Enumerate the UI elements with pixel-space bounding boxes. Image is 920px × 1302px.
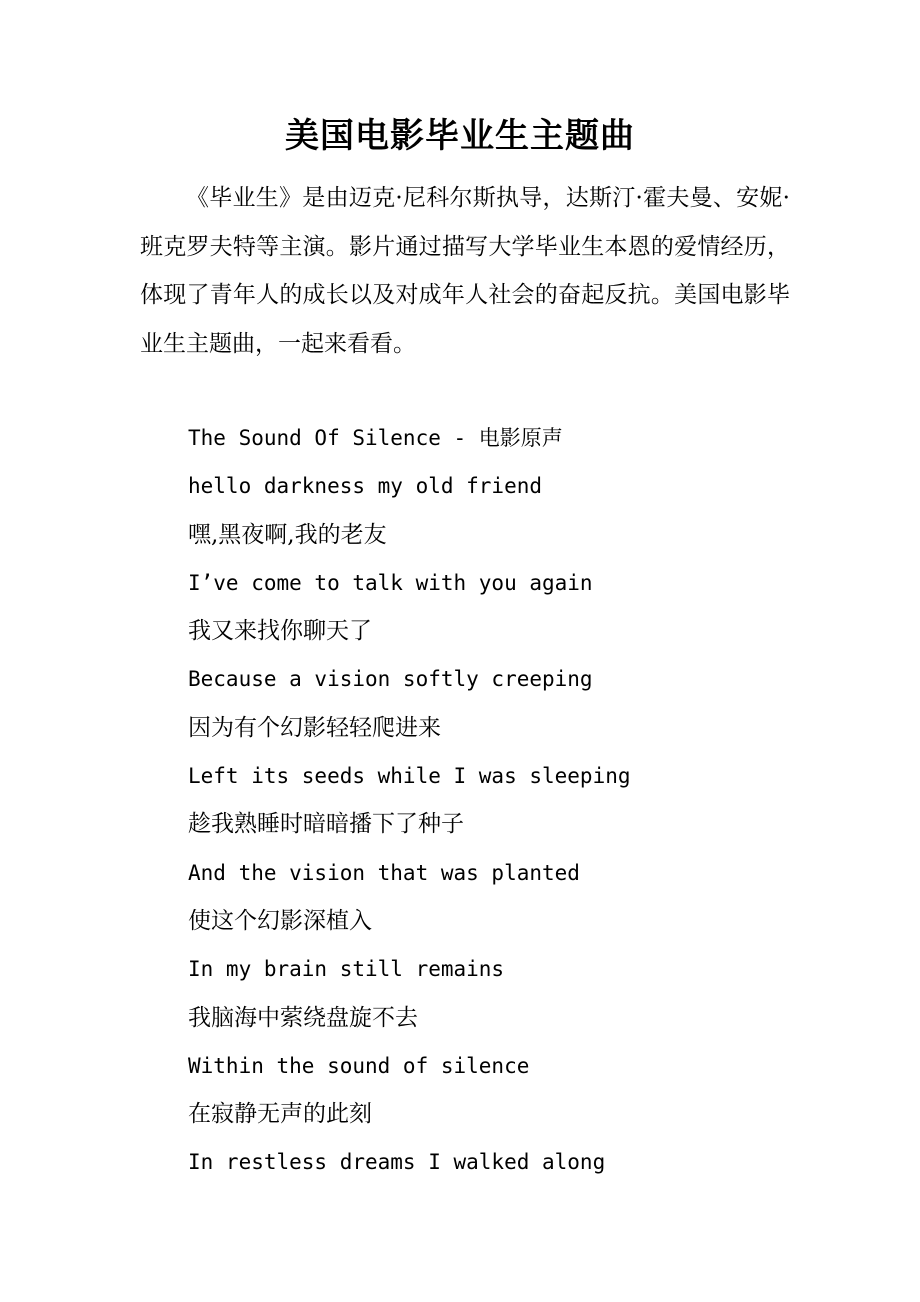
lyric-line: 在寂静无声的此刻 <box>188 1101 372 1128</box>
lyric-line: 嘿,黑夜啊,我的老友 <box>188 521 387 548</box>
lyric-line: In my brain still remains <box>188 957 505 982</box>
intro-paragraph: 《毕业生》是由迈克·尼科尔斯执导，达斯汀·霍夫曼、安妮·班克罗夫特等主演。影片通过描写大学毕业生本恩的爱情经历，体现了青年人的成长以及对成年人社会的奋起反抗。美国电影毕业生主题曲，一起来看看。 <box>140 185 790 357</box>
lyrics-list <box>188 414 828 1187</box>
lyric-line: 我又来找你聊天了 <box>188 618 372 645</box>
lyric-line: Because a vision softly creeping <box>188 667 593 692</box>
lyric-line: 因为有个幻影轻轻爬进来 <box>188 714 441 741</box>
lyric-line: 趁我熟睡时暗暗播下了种子 <box>188 811 464 838</box>
lyric-line: The Sound Of Silence - 电影原声 <box>188 426 563 450</box>
lyric-line: 我脑海中萦绕盘旋不去 <box>188 1004 418 1031</box>
lyric-line: Left its seeds while I was sleeping <box>188 764 631 789</box>
lyric-line: 使这个幻影深植入 <box>188 907 372 934</box>
lyric-line: hello darkness my old friend <box>188 474 543 499</box>
page-title: 美国电影毕业生主题曲 <box>285 116 635 156</box>
lyric-line: In restless dreams I walked along <box>188 1150 606 1175</box>
lyric-line: And the vision that was planted <box>188 860 580 885</box>
lyric-line: I’ve come to talk with you again <box>188 570 593 595</box>
lyric-line: Within the sound of silence <box>188 1053 530 1078</box>
